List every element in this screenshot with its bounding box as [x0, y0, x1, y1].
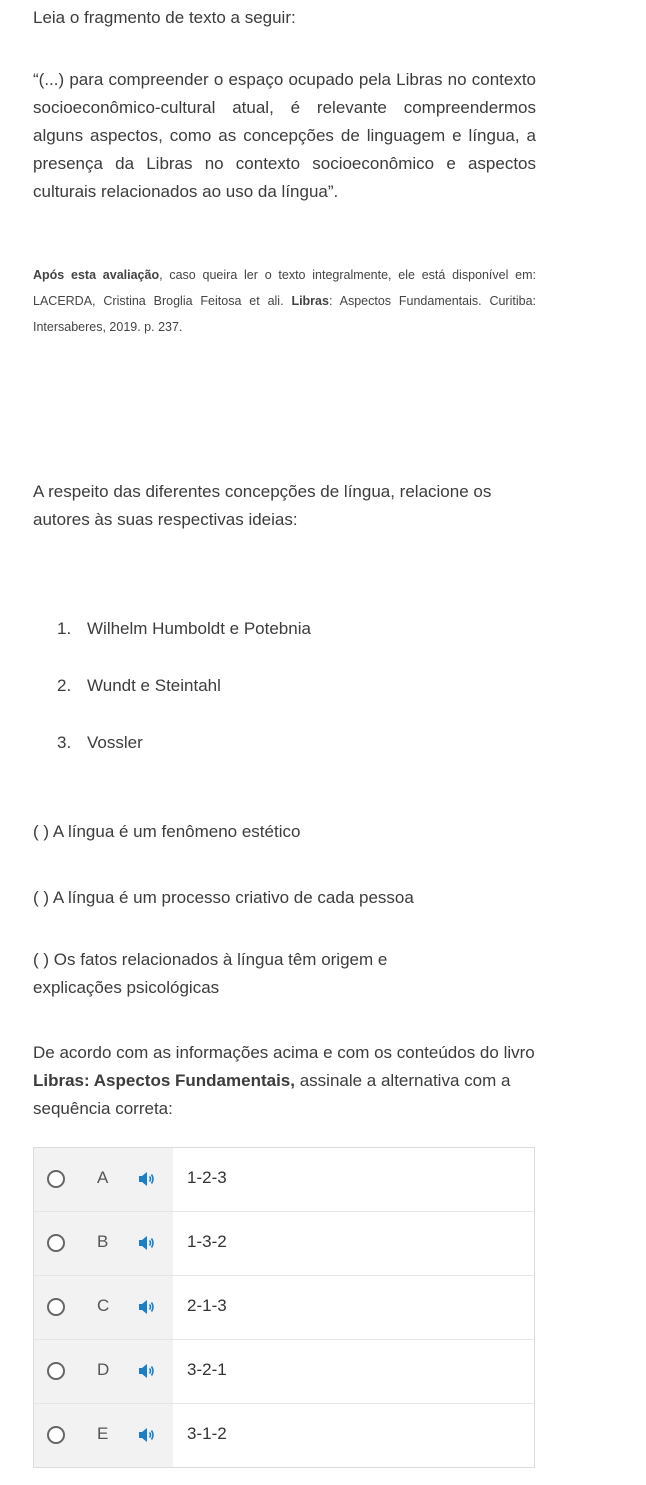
radio-button[interactable]: [47, 1426, 65, 1444]
question-part-3: assinale a alternativa com a sequência correta:: [33, 1071, 511, 1118]
speaker-icon[interactable]: [138, 1426, 156, 1444]
author-number: 2.: [57, 676, 72, 695]
source-bold-lead: Após esta avaliação: [33, 268, 160, 282]
intro-text: Leia o fragmento de texto a seguir:: [33, 8, 296, 27]
option-value: 1-3-2: [187, 1232, 227, 1251]
author-name: Wundt e Steintahl: [87, 676, 221, 695]
statement-blank: ( ): [33, 822, 50, 841]
author-name: Vossler: [87, 733, 143, 752]
author-item: [57, 615, 311, 672]
option-value: 1-2-3: [187, 1168, 227, 1187]
option-c[interactable]: [34, 1276, 534, 1340]
author-item: [57, 729, 311, 786]
question-text: [33, 1039, 543, 1123]
speaker-icon[interactable]: [138, 1362, 156, 1380]
source-text-2: : Aspectos Fundamentais. Curitiba: Intersaberes, 2019. p. 237.: [33, 294, 536, 334]
statement-item: [33, 884, 553, 912]
statement-item: [33, 818, 553, 846]
option-value: 3-2-1: [187, 1360, 227, 1379]
quoted-fragment: [33, 66, 536, 206]
speaker-icon[interactable]: [138, 1170, 156, 1188]
statement-blank: ( ): [33, 888, 50, 907]
question-book-title: Libras: Aspectos Fundamentais,: [33, 1071, 295, 1090]
option-letter: E: [97, 1424, 109, 1443]
statement-text: A língua é um fenômeno estético: [49, 822, 301, 841]
radio-button[interactable]: [47, 1234, 65, 1252]
source-text-1: , caso queira ler o texto integralmente, ele está disponível em: LACERDA, Cristina Broglia Feitosa et ali.: [33, 268, 536, 308]
option-b[interactable]: [34, 1212, 534, 1276]
radio-button[interactable]: [47, 1362, 65, 1380]
option-d[interactable]: [34, 1340, 534, 1404]
author-item: [57, 672, 311, 729]
radio-button[interactable]: [47, 1170, 65, 1188]
option-value: 3-1-2: [187, 1424, 227, 1443]
speaker-icon[interactable]: [138, 1234, 156, 1252]
matching-prompt: A respeito das diferentes concepções de língua, relacione os autores às suas respectivas ideias:: [33, 482, 492, 529]
source-reference: [33, 262, 536, 340]
option-letter: D: [97, 1360, 110, 1379]
option-letter: C: [97, 1296, 110, 1315]
option-a[interactable]: [34, 1148, 534, 1212]
author-number: 3.: [57, 733, 72, 752]
source-book-title: Libras: [291, 294, 329, 308]
authors-list: [57, 615, 311, 786]
statement-text: Os fatos relacionados à língua têm origem e explicações psicológicas: [33, 950, 388, 997]
quote-text: “(...) para compreender o espaço ocupado pela Libras no contexto socioeconômico-cultural atual, é relevante compreendermos alguns aspectos, como as concepções de linguagem e língua, a presença da Libras no contexto socioeconômico e aspectos culturais relacionados ao uso da língua”.: [33, 70, 536, 201]
statement-text: A língua é um processo criativo de cada pessoa: [49, 888, 414, 907]
statement-item: [33, 946, 473, 1002]
option-value: 2-1-3: [187, 1296, 227, 1315]
question-part-1: De acordo com as informações acima e com os conteúdos do livro: [33, 1043, 535, 1062]
option-e[interactable]: [34, 1404, 534, 1467]
statement-blank: ( ): [33, 950, 50, 969]
speaker-icon[interactable]: [138, 1298, 156, 1316]
radio-button[interactable]: [47, 1298, 65, 1316]
author-name: Wilhelm Humboldt e Potebnia: [87, 619, 311, 638]
option-letter: B: [97, 1232, 109, 1251]
option-letter: A: [97, 1168, 109, 1187]
author-number: 1.: [57, 619, 72, 638]
answer-options: [33, 1147, 535, 1468]
